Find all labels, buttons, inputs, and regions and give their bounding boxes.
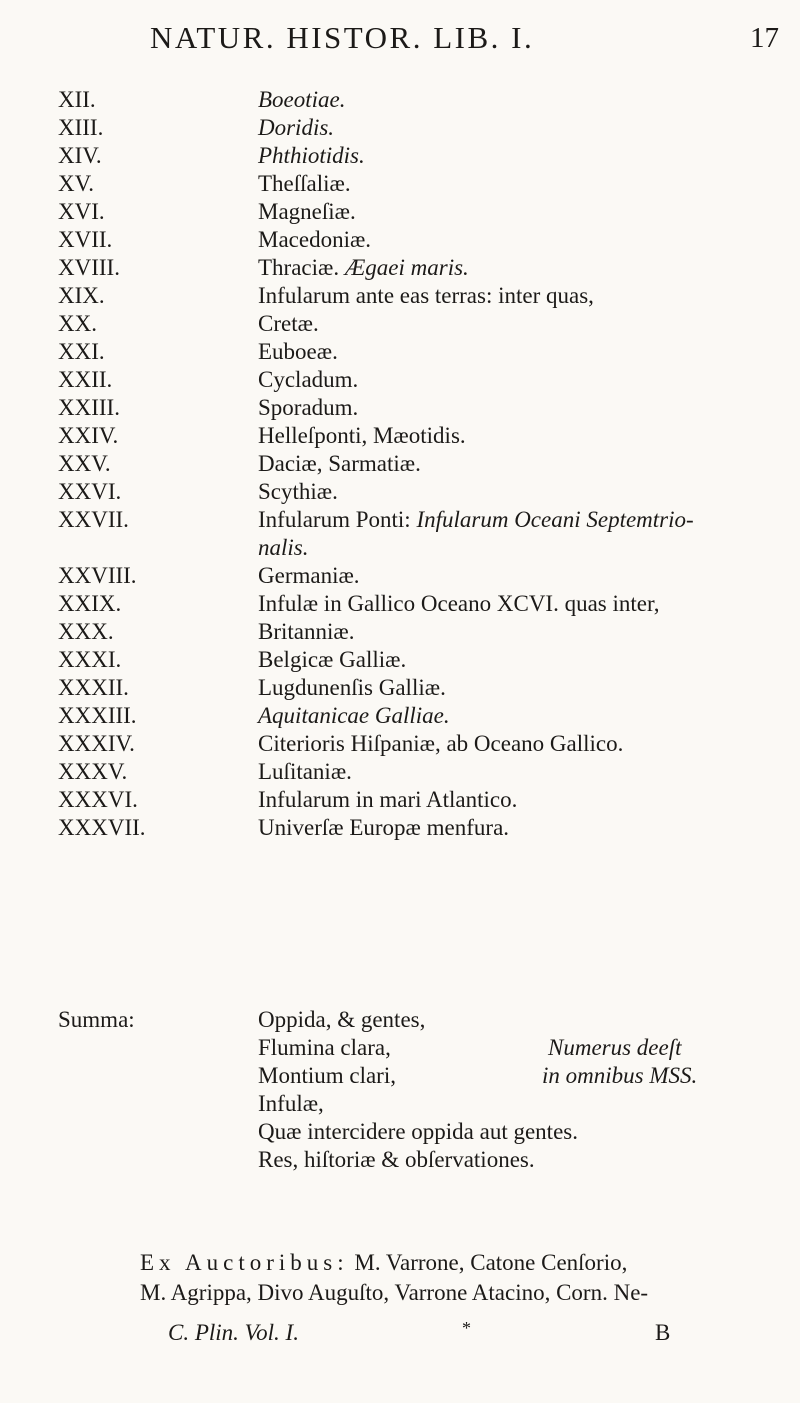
- chapter-number: XXVII.: [58, 507, 129, 532]
- chapter-title: [258, 422, 466, 450]
- chapter-title: [258, 450, 421, 478]
- chapter-title: [258, 170, 351, 198]
- summa-item: Quæ intercidere oppida aut gentes.: [258, 1119, 578, 1144]
- chapter-number: XXIX.: [58, 591, 122, 616]
- chapter-number: XXXIII.: [58, 703, 137, 728]
- chapter-row: [0, 338, 800, 368]
- chapter-row: [0, 114, 800, 144]
- chapter-title: [258, 338, 338, 366]
- chapter-row: [0, 786, 800, 816]
- chapter-number: XXII.: [58, 367, 113, 392]
- chapter-row: [0, 646, 800, 676]
- chapter-title-text: Infularum Ponti:: [258, 507, 411, 532]
- chapter-row: [0, 506, 800, 536]
- chapter-number: XXVIII.: [58, 563, 137, 588]
- chapter-title: [258, 506, 694, 534]
- chapter-title-text: Aquitanicae Galliae.: [258, 703, 450, 728]
- chapter-title-text: Germaniæ.: [258, 563, 360, 588]
- chapter-row: [0, 422, 800, 452]
- chapter-title-text: Univerſæ Europæ menfura.: [258, 815, 510, 840]
- chapter-title-text: Cycladum.: [258, 367, 359, 392]
- chapter-number: XVII.: [58, 227, 113, 252]
- chapter-title: [258, 282, 594, 310]
- chapter-number: XX.: [58, 311, 97, 336]
- chapter-row: [0, 758, 800, 788]
- chapter-title-text: Scythiæ.: [258, 479, 338, 504]
- chapter-title-text: Infularum in mari Atlantico.: [258, 787, 518, 812]
- chapter-title-text: Theſſaliæ.: [258, 171, 351, 196]
- chapter-title-text: Boeotiae.: [258, 87, 346, 112]
- summa-item: Infulæ,: [258, 1091, 324, 1116]
- chapter-title-text: Belgicæ Galliæ.: [258, 647, 407, 672]
- running-head: [0, 20, 800, 70]
- chapter-number: XII.: [58, 87, 96, 112]
- chapter-title-text: Macedoniæ.: [258, 227, 372, 252]
- chapter-title: [258, 142, 365, 170]
- chapter-title: [258, 758, 352, 786]
- auctores-list: M. Varrone, Catone Cenſorio,: [354, 1250, 628, 1275]
- chapter-title: [258, 786, 517, 814]
- chapter-title-text: Britanniæ.: [258, 619, 355, 644]
- chapter-number: XXVI.: [58, 479, 122, 504]
- chapter-row: [0, 86, 800, 116]
- chapter-title-text: Sporadum.: [258, 395, 359, 420]
- chapter-row: [0, 590, 800, 620]
- chapter-row: [0, 450, 800, 480]
- chapter-number: XXXII.: [58, 675, 129, 700]
- chapter-number: XVI.: [58, 199, 105, 224]
- chapter-title-italic: Ægaei maris.: [344, 255, 469, 280]
- chapter-row: [0, 478, 800, 508]
- signature-star: *: [462, 1318, 471, 1338]
- chapter-title-text: Infulæ in Gallico Oceano XCVI. quas inter,: [258, 591, 660, 616]
- summa-label: Summa:: [58, 1007, 135, 1032]
- chapter-title-text: Infularum ante eas terras: inter quas,: [258, 283, 594, 308]
- chapter-row: [0, 142, 800, 172]
- chapter-row: [0, 730, 800, 760]
- summa-item: Res, hiſtoriæ & obſervationes.: [258, 1147, 535, 1172]
- chapter-title: [258, 702, 450, 730]
- chapter-row: [0, 366, 800, 396]
- chapter-title: [258, 394, 358, 422]
- chapter-row: [0, 674, 800, 704]
- chapter-title: [258, 674, 446, 702]
- chapter-title-text: Magneſiæ.: [258, 199, 356, 224]
- chapter-number: XXXVI.: [58, 787, 138, 812]
- chapter-row: [0, 562, 800, 592]
- chapter-title-text: Daciæ, Sarmatiæ.: [258, 451, 421, 476]
- chapter-title: [258, 730, 623, 758]
- chapter-number: XXIII.: [58, 395, 120, 420]
- summa-item: Flumina clara,: [258, 1035, 391, 1060]
- chapter-row: [0, 198, 800, 228]
- chapter-title: [258, 646, 406, 674]
- chapter-row: [0, 618, 800, 648]
- chapter-number: XXXVII.: [58, 815, 146, 840]
- chapter-title-text: Phthiotidis.: [258, 143, 365, 168]
- chapter-number: XXIV.: [58, 423, 119, 448]
- auctores-line-1: [140, 1250, 627, 1276]
- chapter-title: [258, 310, 319, 338]
- chapter-title: [258, 478, 338, 506]
- chapter-title-text: Lugdunenſis Galliæ.: [258, 675, 446, 700]
- auctores-lead: Ex Auctoribus:: [140, 1250, 349, 1275]
- chapter-title-italic: Infularum Oceani Septemtrio-: [416, 507, 694, 532]
- auctores-line-2: M. Agrippa, Divo Auguſto, Varrone Atacino, Corn. Ne-: [140, 1280, 649, 1305]
- chapter-row: [0, 702, 800, 732]
- summa-item: Montium clari,: [258, 1063, 396, 1088]
- chapter-title: [258, 814, 509, 842]
- chapter-title: [258, 254, 469, 282]
- chapter-number: XV.: [58, 171, 95, 196]
- chapter-title: [258, 86, 346, 114]
- chapter-row: [0, 226, 800, 256]
- chapter-row: [0, 254, 800, 284]
- chapter-number: XXX.: [58, 619, 114, 644]
- chapter-title-text: Cretæ.: [258, 311, 319, 336]
- running-head-title: NATUR. HISTOR. LIB. I.: [150, 20, 535, 55]
- signature-mark: C. Plin. Vol. I.: [168, 1320, 299, 1345]
- chapter-number: XXI.: [58, 339, 105, 364]
- chapter-title-text: Doridis.: [258, 115, 335, 140]
- chapter-title-text: Euboeæ.: [258, 339, 338, 364]
- chapter-row: [0, 394, 800, 424]
- chapter-title-text: Thraciæ.: [258, 255, 340, 280]
- chapter-title-continuation: nalis.: [258, 535, 309, 560]
- chapter-number: XXXI.: [58, 647, 122, 672]
- chapter-title: [258, 618, 354, 646]
- summa-note: in omnibus MSS.: [542, 1063, 698, 1088]
- chapter-title-text: Citerioris Hiſpaniæ, ab Oceano Gallico.: [258, 731, 624, 756]
- chapter-title-text: Luſitaniæ.: [258, 759, 352, 784]
- chapter-row: [0, 310, 800, 340]
- chapter-number: XXXV.: [58, 759, 128, 784]
- chapter-title: [258, 562, 360, 590]
- summa-note: Numerus deeſt: [548, 1035, 682, 1060]
- signature-letter: B: [655, 1320, 671, 1345]
- chapter-number: XIII.: [58, 115, 104, 140]
- chapter-number: XXV.: [58, 451, 111, 476]
- chapter-number: XIX.: [58, 283, 105, 308]
- chapter-title: [258, 366, 358, 394]
- chapter-title-text: Helleſponti, Mæotidis.: [258, 423, 466, 448]
- summa-item: Oppida, & gentes,: [258, 1007, 426, 1032]
- chapter-number: XXXIV.: [58, 731, 135, 756]
- chapter-title: [258, 198, 356, 226]
- chapter-row: [0, 282, 800, 312]
- page-number: 17: [750, 22, 779, 54]
- chapter-row: [0, 170, 800, 200]
- chapter-row: [0, 814, 800, 844]
- chapter-title: [258, 590, 659, 618]
- chapter-number: XIV.: [58, 143, 102, 168]
- chapter-title: [258, 226, 371, 254]
- chapter-title: [258, 114, 334, 142]
- chapter-number: XVIII.: [58, 255, 120, 280]
